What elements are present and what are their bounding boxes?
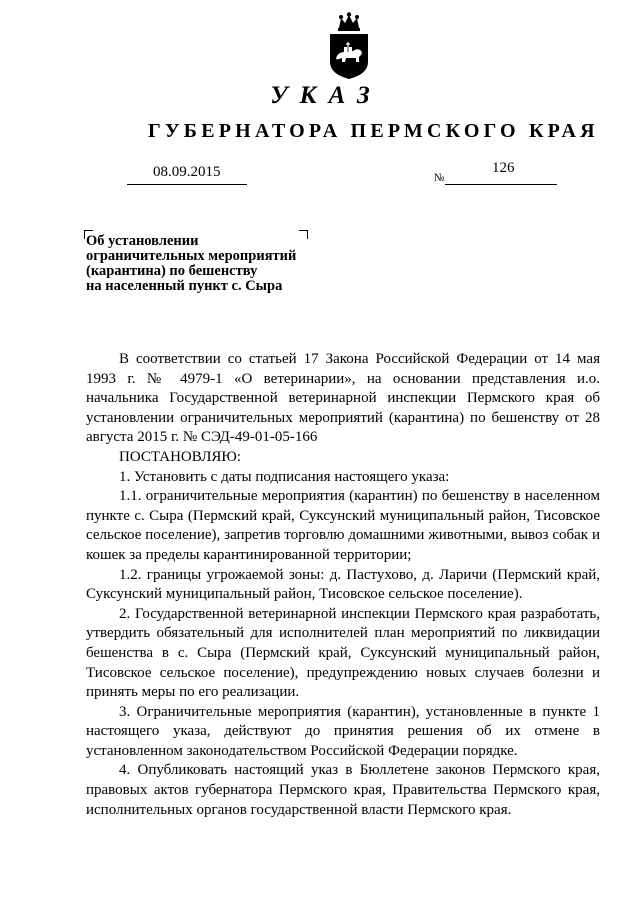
- coat-of-arms-emblem: [326, 12, 372, 80]
- clause-3: 3. Ограничительные мероприятия (карантин), установленные в пункте 1 настоящего указа, действуют до принятия решения об их отмене в установленном законодательством Российской Федерации порядке.: [86, 703, 600, 759]
- document-number: 126: [492, 160, 515, 176]
- number-underline: [445, 184, 557, 185]
- clause-4: 4. Опубликовать настоящий указ в Бюллетене законов Пермского края, правовых актов губернатора Пермского края, Правительства Пермского края, исполнительных органов государственной власти Пермского края.: [86, 762, 600, 818]
- document-body: [86, 350, 600, 820]
- preamble-paragraph: В соответствии со статьей 17 Закона Российской Федерации от 14 мая 1993 г. № 4979-1 «О ветеринарии», на основании представления и.о. начальника Государственной ветеринарной инспекции Пермского края об установлении ограничительных мероприятий (карантина) по бешенству от 28 августа 2015 г. № СЭД-49-01-05-166: [86, 351, 600, 446]
- resolution-keyword: ПОСТАНОВЛЯЮ:: [119, 448, 241, 465]
- heading-line: ограничительных мероприятий: [86, 248, 297, 264]
- heading-line: на населенный пункт с. Сыра: [86, 278, 283, 294]
- heading-line: Об установлении: [86, 233, 199, 249]
- clause-1-1: 1.1. ограничительные мероприятия (карантин) по бешенству в населенном пункте с. Сыра (Пермский край, Суксунский муниципальный район, Тисовское сельское поселение), запретив торговлю домашними животными, вывоз собак и кошек за пределы карантинированной территории;: [86, 488, 600, 563]
- document-type-title: УКАЗ: [270, 82, 382, 109]
- issuer-title: ГУБЕРНАТОРА ПЕРМСКОГО КРАЯ: [148, 120, 599, 142]
- clause-1: 1. Установить с даты подписания настоящего указа:: [119, 468, 450, 485]
- heading-line: (карантина) по бешенству: [86, 263, 258, 279]
- document-date: 08.09.2015: [153, 164, 221, 180]
- number-sign: №: [434, 172, 445, 184]
- document-heading: [86, 234, 326, 294]
- date-underline: [127, 184, 247, 185]
- clause-2: 2. Государственной ветеринарной инспекции Пермского края разработать, утвердить обязательный для исполнителей план мероприятий по ликвидации бешенства в с. Сыра (Пермский край, Суксунский муниципальный район, Тисовское сельское поселение), предупреждению новых случаев болезни и принять меры по его реализации.: [86, 605, 600, 701]
- clause-1-2: 1.2. границы угрожаемой зоны: д. Пастухово, д. Ларичи (Пермский край, Суксунский муниципальный район, Тисовское сельское поселение).: [86, 566, 600, 603]
